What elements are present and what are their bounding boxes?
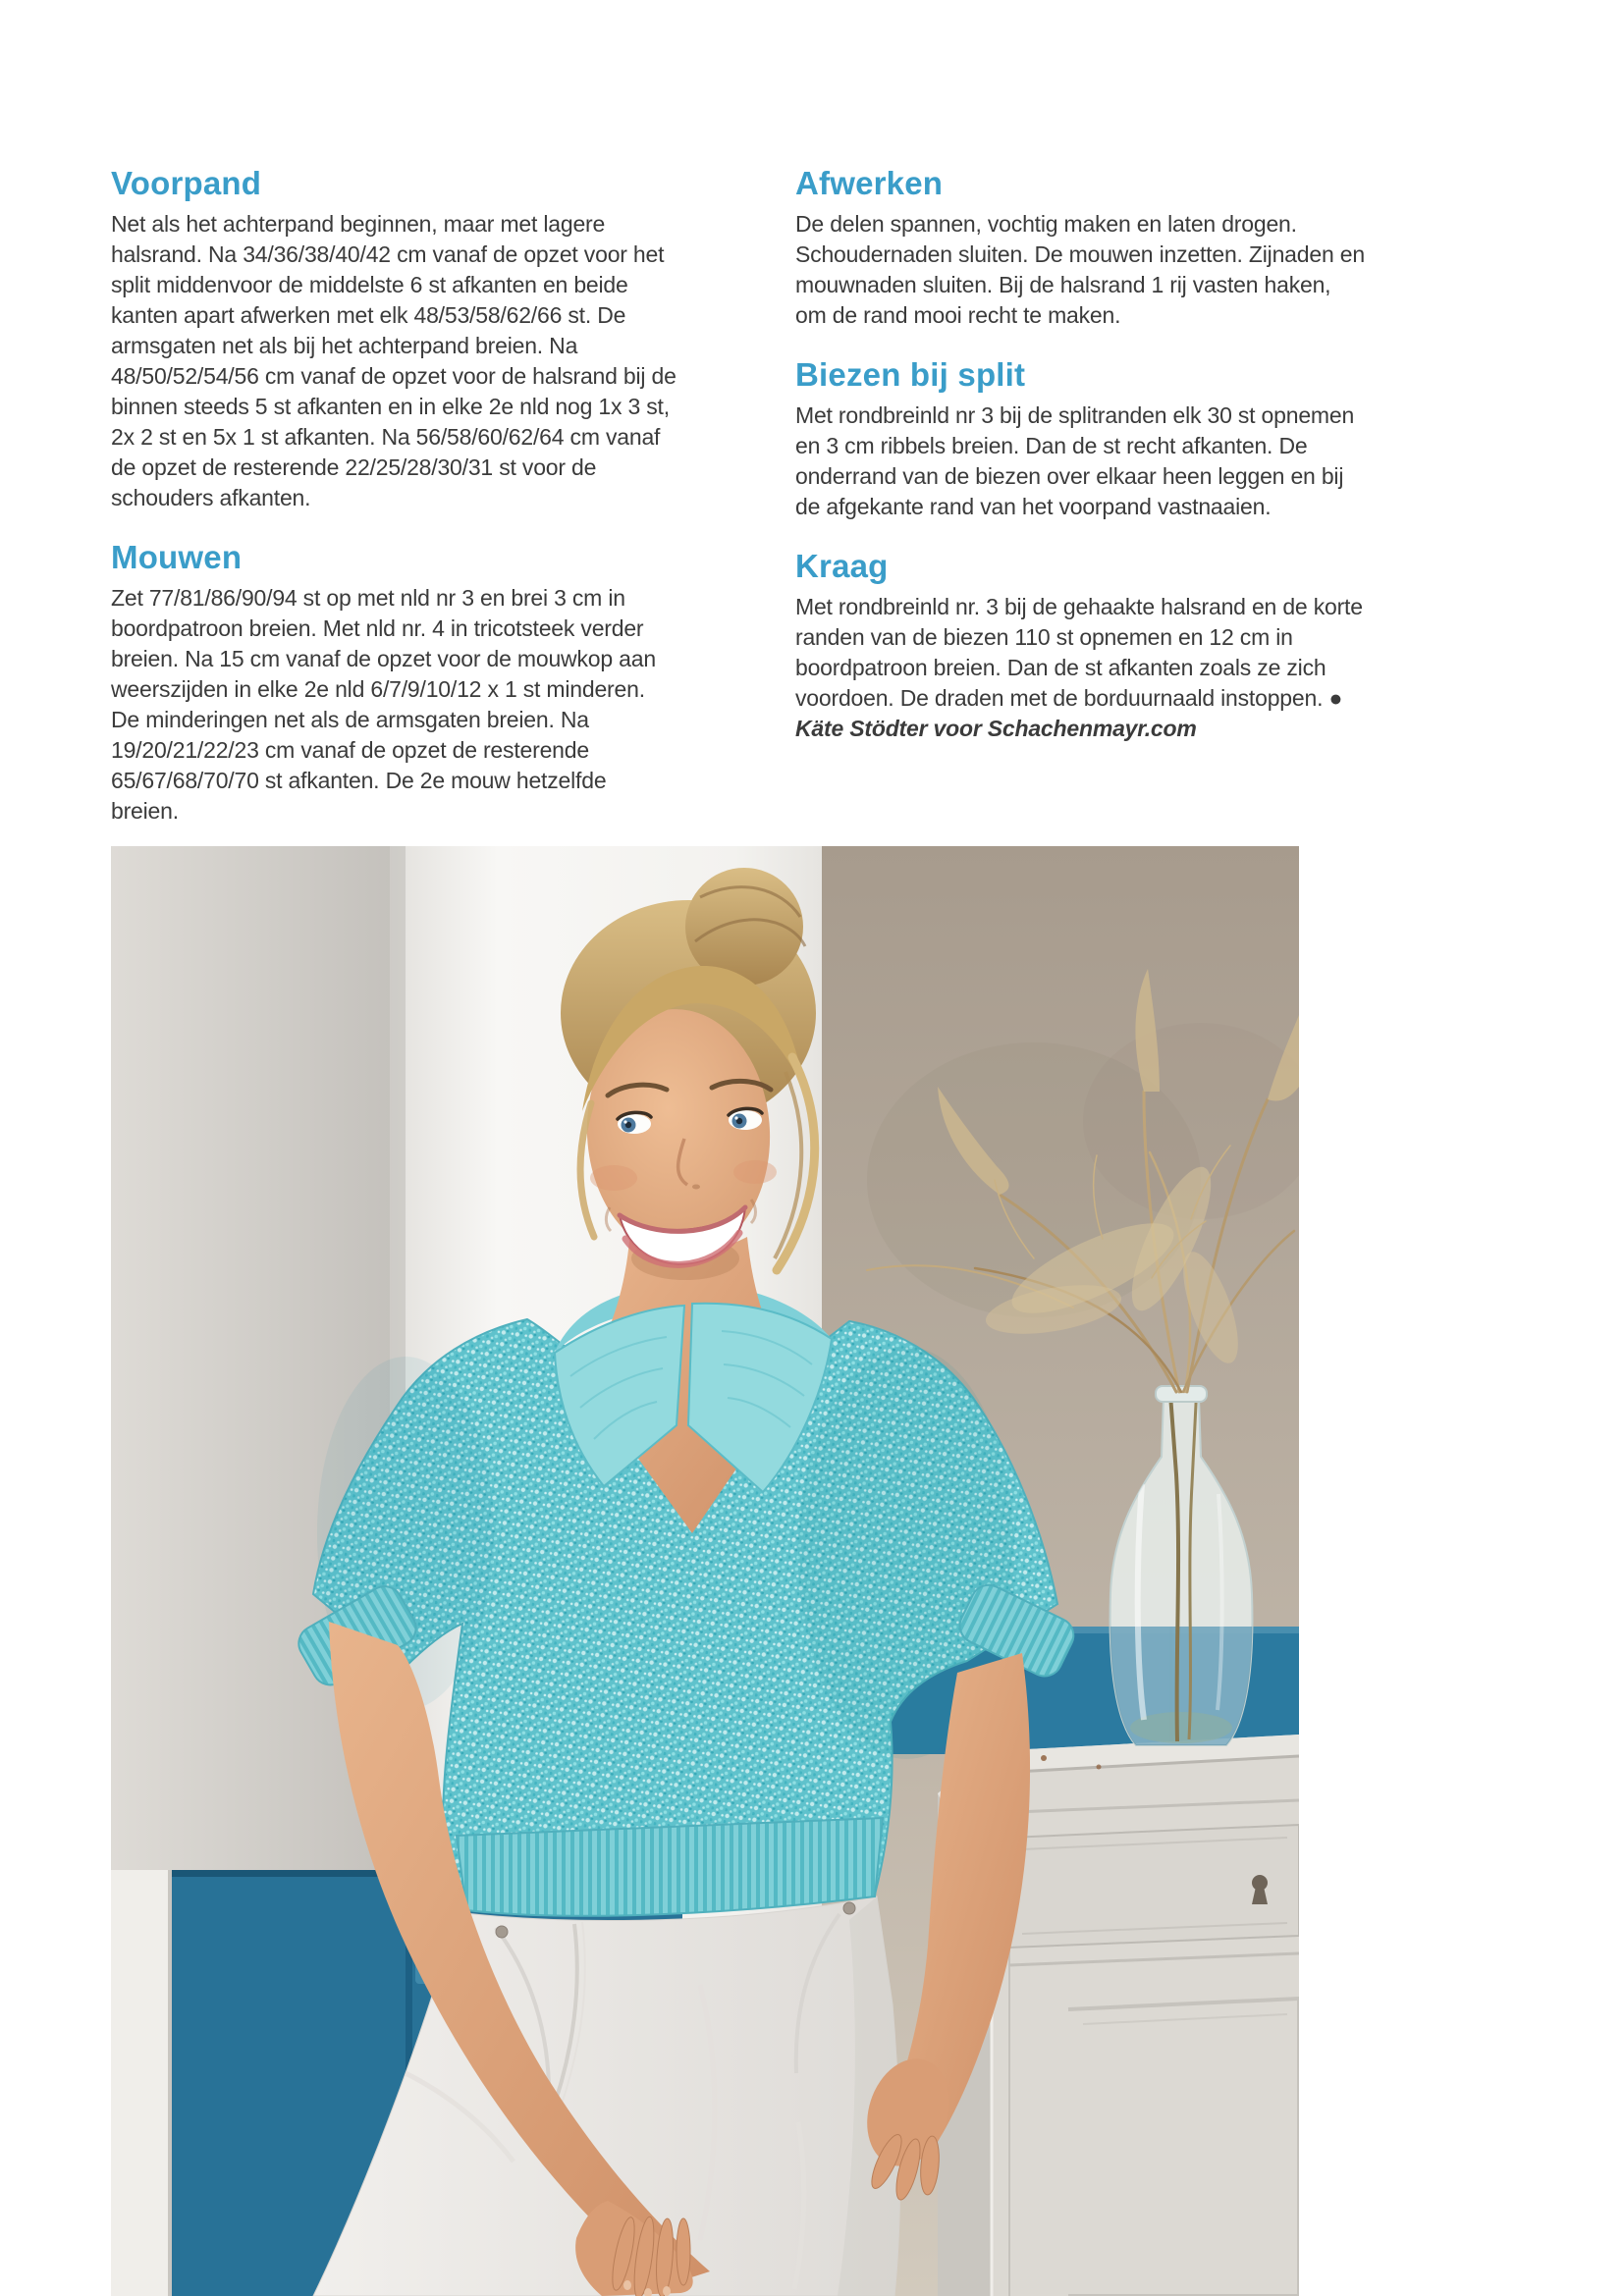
jeans-rivet <box>496 1926 508 1938</box>
blush <box>590 1165 637 1191</box>
section-biezen-bij-split <box>795 356 1365 522</box>
left-column <box>111 165 678 852</box>
section-heading: Kraag <box>795 548 889 584</box>
section-body: De delen spannen, vochtig maken en laten drogen. Schoudernaden sluiten. De mouwen inzetten. Zijnaden en mouwnaden sluiten. Bij de halsrand 1 rij vasten haken, om de rand mooi recht te maken. <box>795 211 1365 328</box>
blush <box>733 1160 777 1184</box>
section-heading: Biezen bij split <box>795 356 1026 393</box>
jeans-rivet <box>843 1902 855 1914</box>
section-mouwen <box>111 539 678 827</box>
designer-credit: Käte Stödter voor Schachenmayr.com <box>795 716 1197 741</box>
right-column <box>795 165 1365 770</box>
section-body: Met rondbreinld nr 3 bij de splitranden elk 30 st opnemen en 3 cm ribbels breien. Dan de st recht afkanten. De onderrand van de biezen over elkaar heen leggen en bij de afgekante rand van het voorpand vastnaaien. <box>795 402 1355 519</box>
bottle-mouth <box>1156 1386 1207 1402</box>
section-body: Net als het achterpand beginnen, maar met lagere halsrand. Na 34/36/38/40/42 cm vanaf de opzet voor het split middenvoor de middelste 6 st afkanten en beide kanten apart afwerken met elk 48/53/58/62/66 st. De armsgaten net als bij het achterpand breien. Na 48/50/52/54/56 cm vanaf de opzet voor de halsrand bij de binnen steeds 5 st afkanten en in elke 2e nld nog 1x 3 st, 2x 2 st en 5x 1 st afkanten. Na 56/58/60/62/64 cm vanaf de opzet de resterende 22/25/28/30/31 st voor de schouders afkanten. <box>111 211 677 510</box>
section-body: Zet 77/81/86/90/94 st op met nld nr 3 en brei 3 cm in boordpatroon breien. Met nld nr. 4 in tricotsteek verder breien. Na 15 cm vanaf de opzet voor de mouwkop aan weerszijden in elke 2e nld 6/7/9/10/12 x 1 st minderen. De minderingen net als de armsgaten breien. Na 19/20/21/22/23 cm vanaf de opzet de resterende 65/67/68/70/70 st afkanten. De 2e mouw hetzelfde breien. <box>111 585 656 824</box>
sweater-hem <box>457 1818 883 1916</box>
photo-illustration <box>111 846 1299 2296</box>
section-heading: Afwerken <box>795 165 944 201</box>
section-kraag <box>795 548 1365 744</box>
model-photo <box>111 846 1299 2296</box>
section-voorpand <box>111 165 678 513</box>
section-afwerken <box>795 165 1365 331</box>
section-heading: Voorpand <box>111 165 262 201</box>
door-frame-pillar <box>111 1870 172 2296</box>
section-heading: Mouwen <box>111 539 243 575</box>
section-body: Met rondbreinld nr. 3 bij de gehaakte halsrand en de korte randen van de biezen 110 st opnemen en 12 cm in boordpatroon breien. Dan de st afkanten zoals ze zich voordoen. De draden met de borduurnaald instoppen. ● <box>795 594 1363 711</box>
